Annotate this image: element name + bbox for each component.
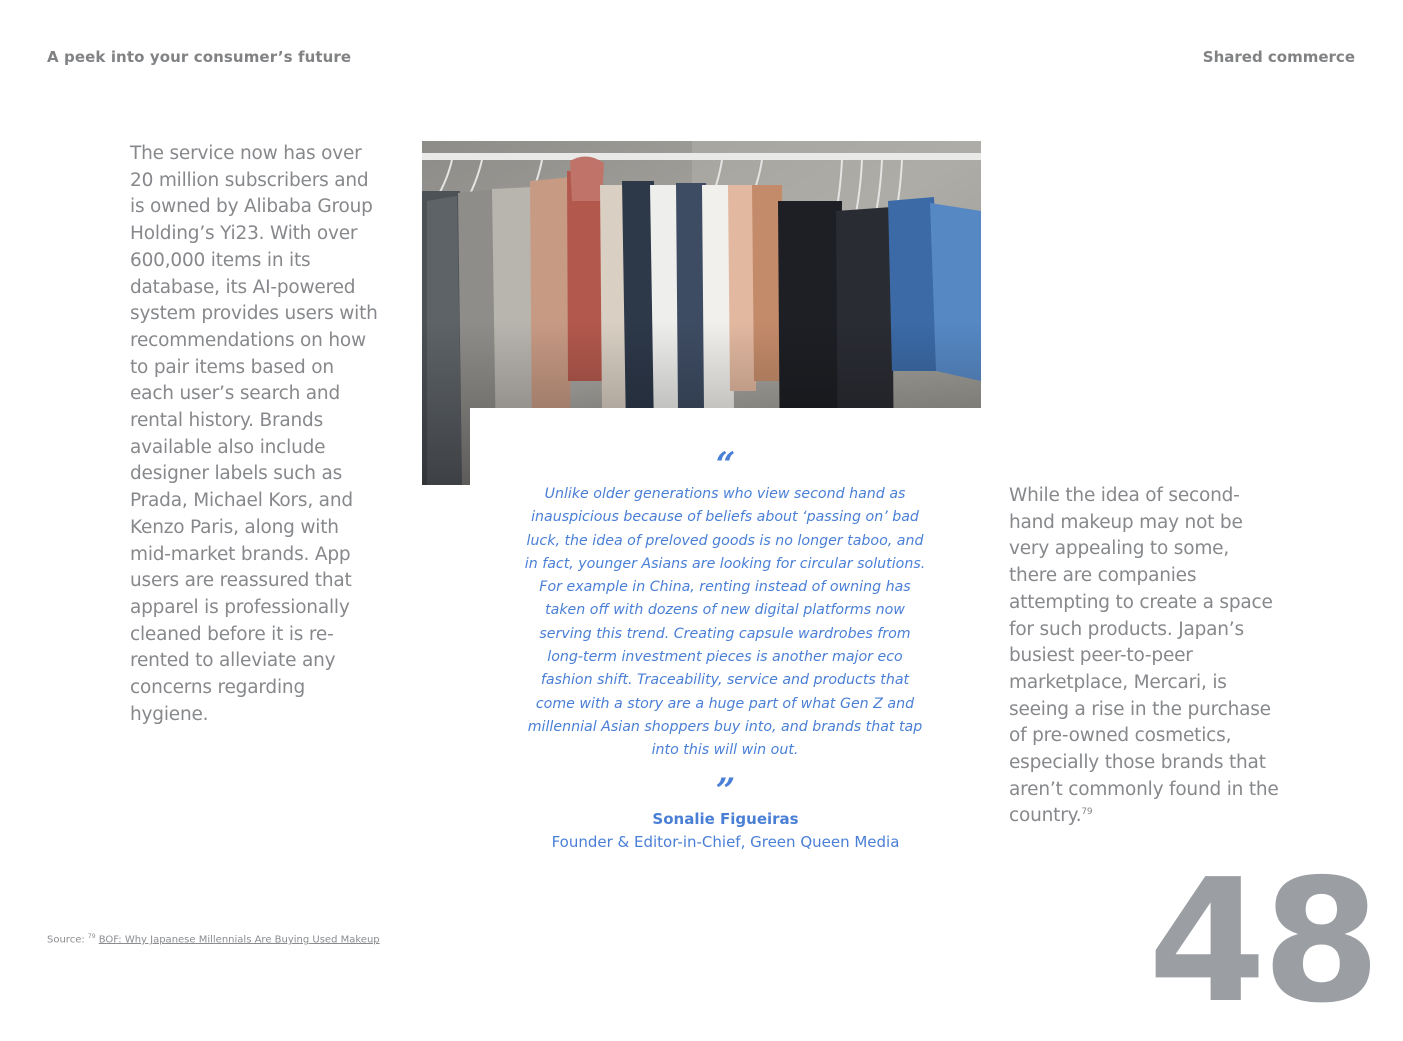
quote-author: Sonalie Figueiras: [652, 810, 799, 828]
quote-text: Unlike older generations who view second hand as inauspicious because of beliefs about ‘passing on’ bad luck, the idea of preloved goods is no longer taboo, and in fact, younger Asians are looking for circular solutions. For example in China, renting instead of owning has taken off with dozens of new digital platforms now serving this trend. Creating capsule wardrobes from long-term investment pieces is another major eco fashion shift. Traceability, service and products that come with a story are a huge part of what Gen Z and millennial Asian shoppers buy into, and brands that tap into this will win out.: [524, 486, 926, 759]
left-body-text: The service now has over 20 million subscribers and is owned by Alibaba Group Holding’s Yi23. With over 600,000 items in its database, its AI-powered system provides users with recommendations on how to pair items based on each user’s search and rental history. Brands available also include designer labels such as Prada, Michael Kors, and Kenzo Paris, along with mid-market brands. App users are reassured that apparel is professionally cleaned before it is re-rented to alleviate any concerns regarding hygiene.: [130, 143, 378, 725]
source-link[interactable]: BOF: Why Japanese Millennials Are Buying Used Makeup: [98, 934, 380, 946]
header-section-title: A peek into your consumer’s future: [47, 48, 352, 66]
quote-panel: [470, 408, 981, 868]
close-quote-icon: ”: [715, 771, 736, 811]
page-number: 48: [1148, 843, 1377, 1041]
right-body-paragraph: While the idea of second-hand makeup may not be very appealing to some, there are companies attempting to create a space for such products. Japan’s busiest peer-to-peer marketplace, Mercari, is seeing a rise in the purchase of pre-owned cosmetics, especially those brands that aren’t commonly found in the country.: [1009, 485, 1279, 827]
source-note: [47, 933, 380, 945]
quote-author-role: Founder & Editor-in-Chief, Green Queen Media: [551, 833, 900, 851]
open-quote-icon: “: [715, 445, 736, 485]
source-footnote-number: 79: [87, 933, 96, 940]
source-prefix: Source:: [47, 934, 88, 946]
header-chapter-title: Shared commerce: [1202, 48, 1355, 66]
footnote-marker: 79: [1081, 807, 1093, 818]
right-body-text: [1009, 483, 1279, 830]
